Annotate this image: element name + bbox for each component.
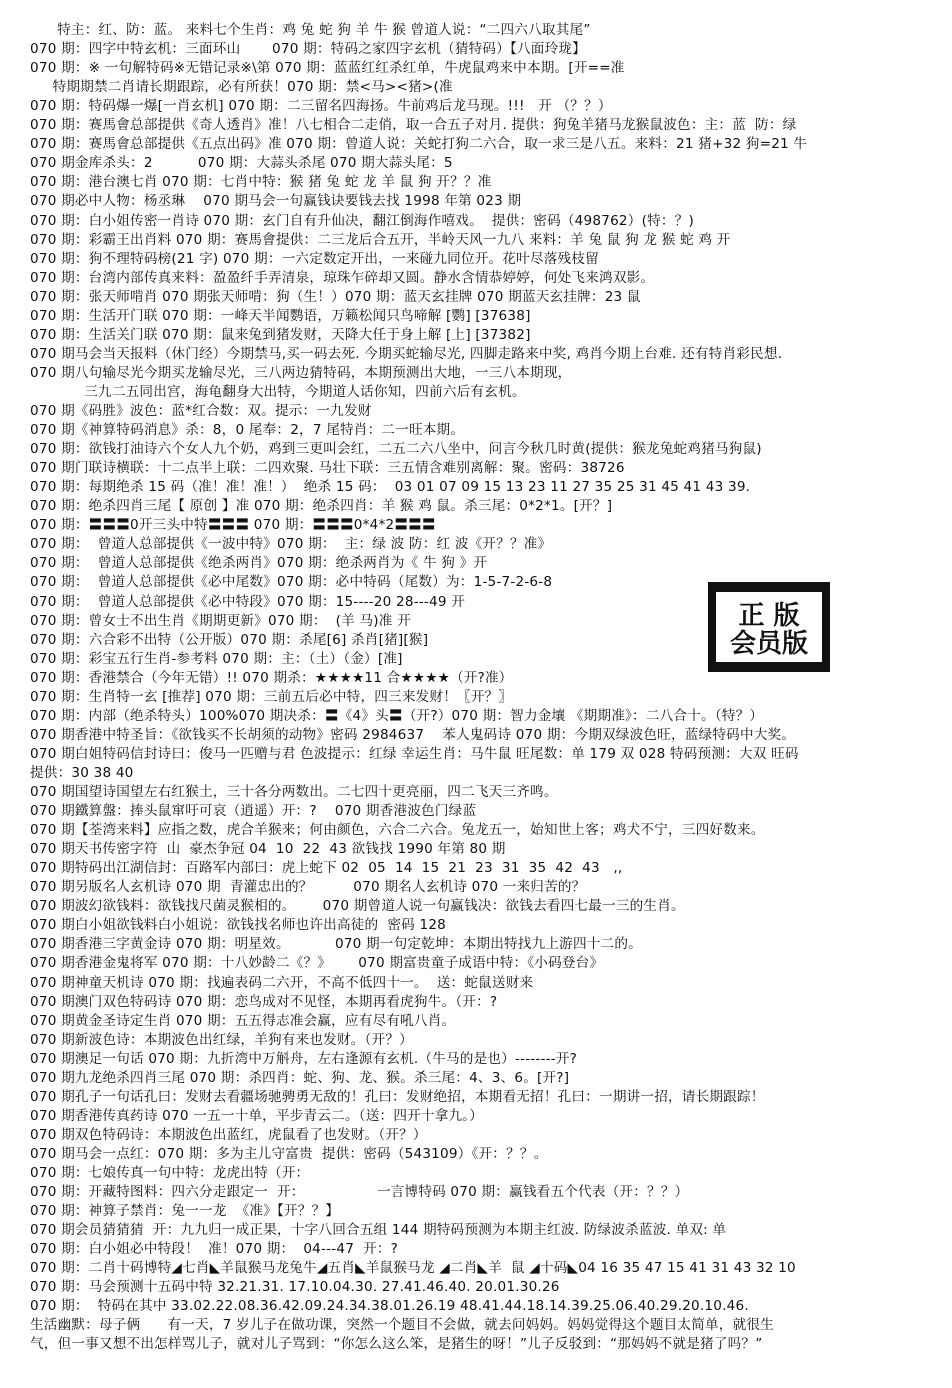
text-line: 070 期九龙绝杀四肖三尾 070 期：杀四肖：蛇、狗、龙、猴。杀三尾：4、3、6。[开?] [30, 1069, 570, 1086]
text-line: 070 期：马会预测十五码中特 32.21.31. 17.10.04.30. 27.41.46.40. 20.01.30.26 [30, 1279, 560, 1296]
stamp-graphic [706, 580, 832, 674]
text-line: 070 期金库杀头：2 070 期：大蒜头杀尾 070 期大蒜头尾：5 [30, 155, 453, 172]
text-line: 070 期： 曾道人总部提供《一波中特》070 期： 主：绿 波 防：红 波《开？？准》 [30, 536, 552, 553]
text-line: 070 期鐵算盤：捧头鼠窜吁可哀（逍遥）开：? 070 期香港波色门绿蓝 [30, 803, 477, 820]
text-line: 070 期：彩宝五行生肖-参考料 070 期：主：（土）（金）[准] [30, 650, 403, 667]
text-line: 提供：30 38 40 [30, 764, 134, 781]
text-line: 070 期香港金鬼将军 070 期：十八妙龄二《？》 070 期富贵童子成语中特：《小码登台》 [30, 955, 604, 972]
text-line: 070 期：彩霸王出肖料 070 期：赛馬會提供：二三龙后合五开，半岭天风一九八 来料：羊 兔 鼠 狗 龙 猴 蛇 鸡 开 [30, 231, 731, 248]
text-line: 070 期：港台澳七肖 070 期：七肖中特：猴 猪 兔 蛇 龙 羊 鼠 狗 开？？准 [30, 174, 492, 191]
text-line: 070 期：欲钱打油诗六个女人九个奶，鸡到三更叫会红，二五二六八坐中，问言今秋几时黄(提供：猴龙兔蛇鸡猪马狗鼠) [30, 441, 762, 458]
text-line: 070 期新波色诗：本期波色出红绿，羊狗有来也发财。（开？） [30, 1031, 413, 1048]
text-line: 070 期：※ 一句解特码※无错记录※\第 070 期：蓝蓝红红杀红单，牛虎鼠鸡来中本期。[开==准 [30, 60, 625, 77]
stamp-line-2: 会员版 [729, 629, 809, 659]
text-line: 070 期：二肖十码博特◢七肖◣羊鼠猴马龙兔牛◢五肖◣羊鼠猴马龙 ◢二肖◣羊 鼠 ◢十码◣04 16 35 47 15 41 31 43 32 10 [30, 1260, 796, 1277]
text-line: 070 期八句输尽光今期买龙输尽光，三八两边猜特码，本期预测出大地，一三八本期现， [30, 364, 572, 381]
text-line: 070 期会员猜猜猜 开：九九归一成正果，十字八回合五组 144 期特码预测为本期主红波. 防绿波杀蓝波. 单双: 单 [30, 1222, 727, 1239]
text-line: 070 期：每期绝杀 15 码（准！准！准！） 绝杀 15 码： 03 01 07 09 15 13 23 11 27 35 25 31 45 41 43 39. [30, 479, 751, 496]
text-line: 三九二五同出宫，海龟翻身大出特，今期道人话你知，四前六后有玄机。 [30, 383, 526, 400]
text-line: 070 期：白小姐必中特段！ 准！070 期： 04---47 开：? [30, 1241, 399, 1258]
text-line: 070 期：赛馬會总部提供《五点出码》准 070 期：曾道人说：关蛇打狗二六合，取一求三是八五。来料：21 猪+32 狗=21 牛 [30, 136, 808, 153]
text-line: 070 期：张天师啃肖 070 期张天师啃：狗（生！）070 期：蓝天玄挂牌 070 期蓝天玄挂牌：23 鼠 [30, 288, 641, 305]
text-line: 070 期：六合彩不出特（公开版）070 期：杀尾[6] 杀肖[猪][猴] [30, 631, 429, 648]
text-line: 070 期双色特码诗：本期波色出蓝红，虎鼠看了也发财。（开？） [30, 1126, 427, 1143]
text-line: 070 期：神算子禁肖：兔一一龙 《准》【开？？】 [30, 1203, 340, 1220]
text-line: 070 期澳门双色特码诗 070 期：恋鸟成对不见怪，本期再看虎狗牛。（开：? [30, 993, 498, 1010]
text-line: 070 期马会一点红：070 期：多为主儿守富贵 提供：密码（543109）《开：？？。 [30, 1145, 548, 1162]
text-line: 070 期：香港禁合（今年无错）!! 070 期杀：★★★★11 合★★★★（开?准） [30, 669, 513, 686]
text-line: 070 期【荃湾来料】应指之数，虎合羊猴来；何由颜色，六合二六合。兔龙五一，始知世上客；鸡犬不宁，三四好数来。 [30, 822, 765, 839]
text-line: 070 期国望诗国望左右红猴土，三十各分两数出。二七四十更亮丽，四二飞天三齐鸣。 [30, 784, 558, 800]
text-line: 070 期孔子一句话孔曰：发财去看疆场驰骋勇无敌的！孔曰：发财绝招，本期看无招！孔曰：一期讲一招，请长期跟踪！ [30, 1088, 765, 1105]
text-line: 070 期：生活关门联 070 期：鼠来兔到猪发财，天降大任于身上解 [上] [37382] [30, 326, 531, 343]
text-line: 070 期马会当天报料（休门经）今期禁马,买一码去死. 今期买蛇输尽光, 四脚走路来中奖, 鸡肖今期上台难. 还有特肖彩民想. [30, 345, 783, 362]
text-line: 气，但一事又想不出怎样骂儿子，就对儿子骂到：“你怎么这么笨，是猪生的呀！”儿子反驳到：“那妈妈不就是猪了吗？” [30, 1336, 763, 1353]
text-line: 070 期天书传密字符 山 豪杰争冠 04 10 22 43 欲钱找 1990 年第 80 期 [30, 841, 506, 858]
text-line: 070 期：曾女士不出生肖《期期更新》070 期： (羊 马)准 开 [30, 612, 411, 629]
official-stamp [706, 580, 832, 674]
text-line: 070 期白小姐欲钱料白小姐说：欲钱找名师也许出高徒的 密码 128 [30, 917, 447, 934]
text-line: 070 期：生肖特一玄 [推荐] 070 期：三前五后必中特，四三来发财！〖开？〗 [30, 688, 513, 705]
text-line: 070 期香港传真药诗 070 一五一十单，平步青云二。（送：四开十拿九。） [30, 1107, 484, 1124]
text-line: 070 期： 曾道人总部提供《必中特段》070 期：15----20 28---49 开 [30, 593, 466, 610]
text-line: 070 期：特码爆一爆[一肖玄机] 070 期：二三留名四海扬。牛前鸡后龙马现。!!! 开 （？？） [30, 98, 612, 115]
text-line: 070 期神童天机诗 070 期：找遍表码二六开，不高不低四十一。 送：蛇鼠送财来 [30, 974, 534, 991]
text-line: 070 期：开藏特图料：四六分走跟定一 开： 一言博特码 070 期：赢钱看五个代表（开：？？） [30, 1184, 689, 1201]
text-line: 特期期禁二肖请长期跟踪，必有所获！070 期：禁<马><猪>(准 [30, 79, 453, 96]
text-line: 070 期另版名人玄机诗 070 期 青灌忠出的？ 070 期名人玄机诗 070 一来归苦的？ [30, 879, 586, 896]
text-line: 070 期：狗不理特码榜(21 字) 070 期：一六定数定开出，一来碰九同位开。花叶尽落残枝留 [30, 250, 599, 267]
text-line: 070 期门联诗横联：十二点半上联：二四欢聚. 马壮下联：三五情含难别离解：聚。密码：38726 [30, 460, 625, 477]
text-line: 070 期必中人物：杨丞琳 070 期马会一句赢钱诀要钱去找 1998 年第 023 期 [30, 193, 522, 210]
text-line: 070 期：四字中特玄机：三面环山 070 期：特码之家四字玄机（猜特码）【八面玲珑】 [30, 41, 586, 58]
text-line: 070 期《神算特码消息》杀：8，0 尾奉：2，7 尾特肖：二一旺本期。 [30, 422, 465, 439]
stamp-line-1: 正 版 [738, 601, 800, 631]
text-line: 070 期： 曾道人总部提供《必中尾数》070 期：必中特码（尾数）为：1-5-7-2-6-8 [30, 574, 553, 591]
text-line: 特主：红、防：蓝。 来料七个生肖：鸡 兔 蛇 狗 羊 牛 猴 曾道人说：“二四六八取其尾” [30, 22, 591, 38]
text-line: 070 期白姐特码信封诗曰：俊马一匹赠与君 色波提示：红绿 幸运生肖：马牛鼠 旺尾数：单 179 双 028 特码预测：大双 旺码 [30, 745, 799, 762]
text-line: 070 期：台湾内部传真来料：盈盈纤手弄清泉，琼珠乍碎却又圆。静水含情恭婷婷，何处飞来鸿双影。 [30, 269, 655, 286]
text-line: 070 期：内部（绝杀特头）100%070 期决杀：〓《4》头〓（开?）070 期：智力金壤 《期期准》：二八合十。（特？） [30, 707, 764, 724]
text-line: 070 期香港三字黄金诗 070 期：明星效。 070 期一句定乾坤：本期出特找九上游四十二的。 [30, 936, 642, 953]
text-line: 070 期： 特码在其中 33.02.22.08.36.42.09.24.34.38.01.26.19 48.41.44.18.14.39.25.06.40.29.20.10.46. [30, 1298, 749, 1315]
text-line: 070 期波幻欲钱料：欲钱找尺菌灵猴相的。 070 期曾道人说一句赢钱决：欲钱去看四七最一三的生肖。 [30, 898, 685, 915]
text-line: 070 期特码出江湖信封：百路军内部曰：虎上蛇下 02 05 14 15 21 23 31 35 42 43 ,, [30, 860, 623, 877]
text-line: 070 期：赛馬會总部提供《奇人透肖》准！八七相合二走俏，取一合五子对月. 提供：狗兔羊猪马龙猴鼠波色：主：蓝 防：绿 [30, 117, 797, 134]
text-line: 070 期《码胜》波色：蓝*红合数：双。提示：一九发财 [30, 403, 372, 419]
text-line: 生活幽默：母子俩 有一天，7 岁儿子在做功课，突然一个题目不会做，就去问妈妈。妈妈觉得这个题目太简单，就很生 [30, 1317, 774, 1334]
text-line: 070 期：白小姐传密一肖诗 070 期：玄门自有升仙决，翻江倒海作嘻戏。 提供：密码（498762）(特：？) [30, 212, 694, 229]
text-line: 070 期香港中特圣旨：《欲钱买不长胡须的动物》密码 2984637 苯人鬼码诗 070 期：今期双绿波色旺，蓝绿特码中大奖。 [30, 726, 796, 743]
text-line: 070 期黄金圣诗定生肖 070 期：五五得志准会赢，应有尽有吼八肖。 [30, 1012, 456, 1029]
text-line: 070 期：绝杀四肖三尾【 原创 】准 070 期：绝杀四肖：羊 猴 鸡 鼠。杀三尾：0*2*1。[开？] [30, 498, 613, 515]
text-line: 070 期： 曾道人总部提供《绝杀两肖》070 期：绝杀两肖为《 牛 狗 》开 [30, 555, 488, 572]
text-line: 070 期：生活开门联 070 期：一峰天半闻鹦语，万籁松闻只鸟啼解 [鹦] [37638] [30, 307, 531, 324]
text-line: 070 期：〓〓〓0开三头中特〓〓〓 070 期：〓〓〓0*4*2〓〓〓 [30, 517, 436, 534]
text-line: 070 期澳足一句话 070 期：九折湾中万斛舟，左右逢源有玄机.（牛马的是也）--------开? [30, 1050, 578, 1067]
text-line: 070 期：七娘传真一句中特：龙虎出特（开： [30, 1165, 310, 1181]
